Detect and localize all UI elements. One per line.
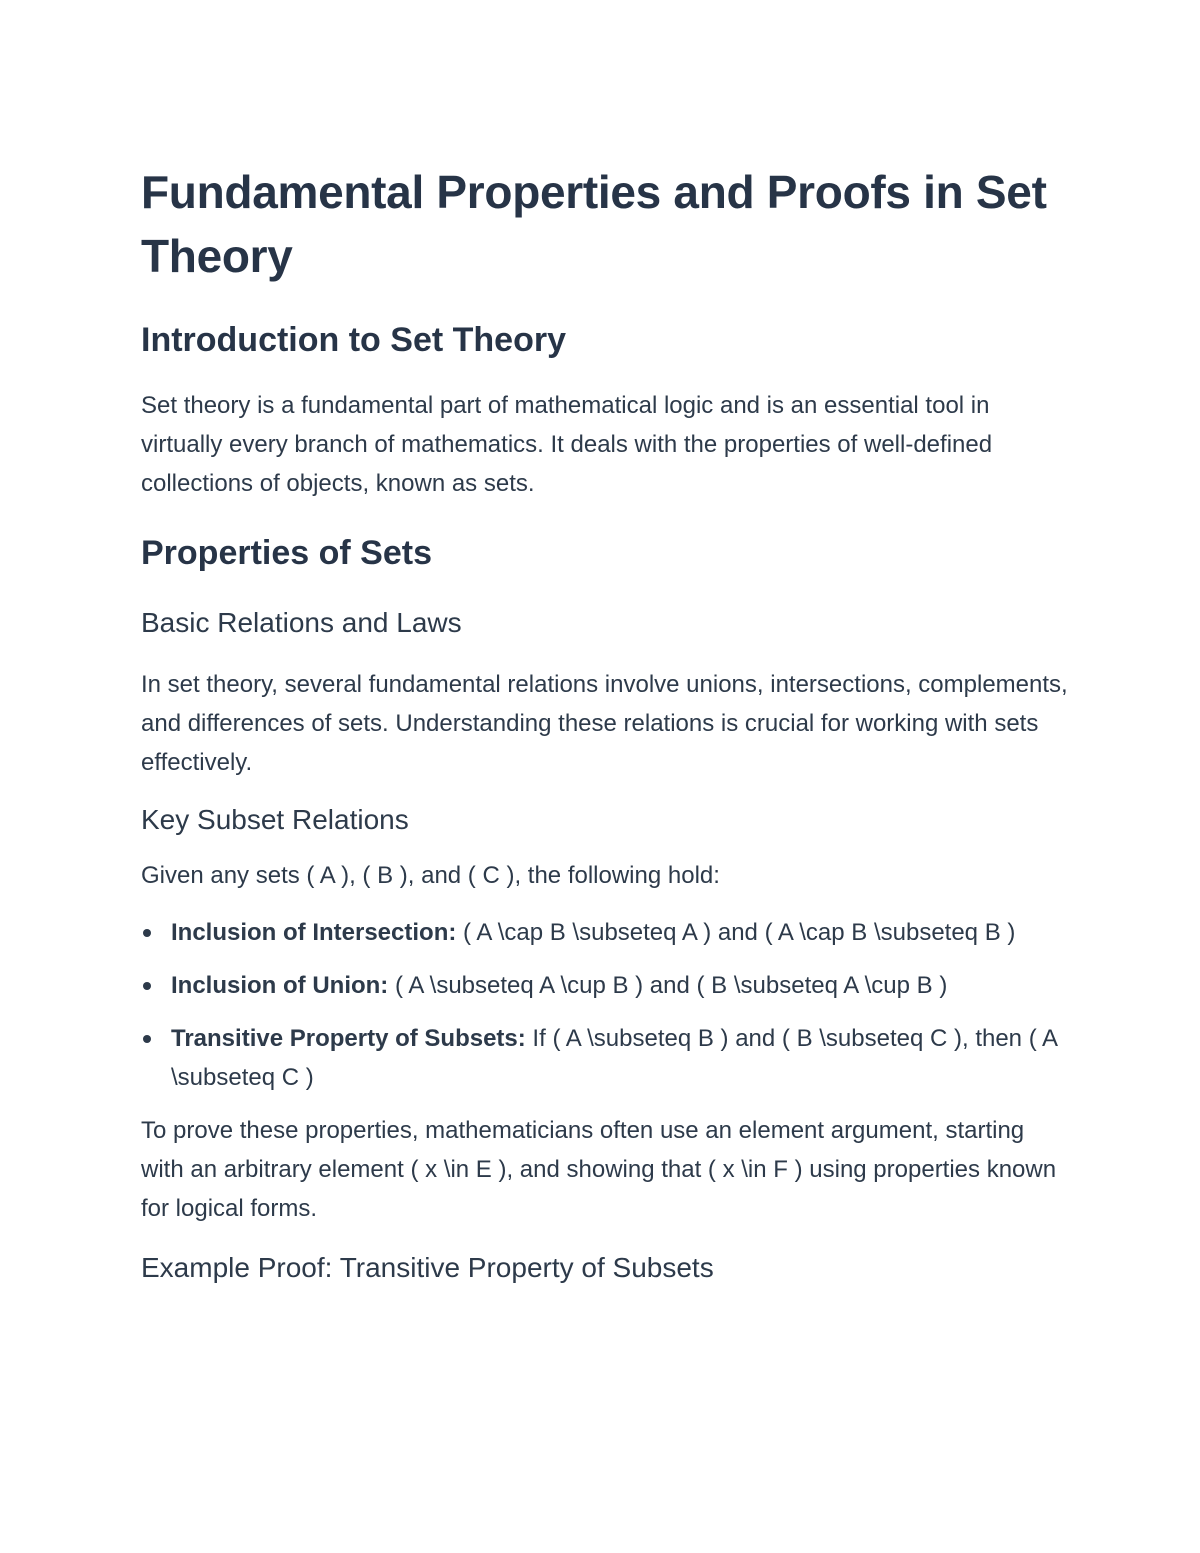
subsection-heading-basic-relations: Basic Relations and Laws xyxy=(141,607,462,638)
list-item xyxy=(141,1019,1071,1097)
basic-relations-paragraph: In set theory, several fundamental relations involve unions, intersections, complements, and differences of sets. Understanding these relations is crucial for working with sets effectively. xyxy=(141,671,1068,776)
bullet-icon xyxy=(143,982,151,990)
subsection-heading-example-proof: Example Proof: Transitive Property of Subsets xyxy=(141,1252,714,1283)
given-sets-paragraph: Given any sets ( A ), ( B ), and ( C ), the following hold: xyxy=(141,862,720,889)
section-heading-introduction: Introduction to Set Theory xyxy=(141,321,566,359)
proof-method-paragraph: To prove these properties, mathematicians often use an element argument, starting with an arbitrary element ( x \in E ), and showing that ( x \in F ) using properties known for logical forms. xyxy=(141,1117,1057,1222)
intro-paragraph: Set theory is a fundamental part of mathematical logic and is an essential tool in virtually every branch of mathematics. It deals with the properties of well-defined collections of objects, known as sets. xyxy=(141,392,993,497)
list-item-text: ( A \cap B \subseteq A ) and ( A \cap B \subseteq B ) xyxy=(456,919,1016,946)
section-heading-properties: Properties of Sets xyxy=(141,534,432,572)
subsection-heading-key-subset-relations: Key Subset Relations xyxy=(141,804,409,835)
bullet-icon xyxy=(143,929,151,937)
document-page xyxy=(141,160,1071,1286)
list-item-term: Inclusion of Union: xyxy=(171,972,389,999)
page-title: Fundamental Properties and Proofs in Set Theory xyxy=(141,166,1047,282)
list-item-term: Transitive Property of Subsets: xyxy=(171,1025,526,1052)
list-item-text: If ( A \subseteq B ) and ( B \subseteq C ), then ( A \subseteq C ) xyxy=(171,1025,1057,1091)
bullet-icon xyxy=(143,1035,151,1043)
list-item xyxy=(141,966,1071,1005)
list-item xyxy=(141,913,1071,952)
list-item-text: ( A \subseteq A \cup B ) and ( B \subseteq A \cup B ) xyxy=(388,972,948,999)
subset-relations-list xyxy=(141,913,1071,1097)
list-item-term: Inclusion of Intersection: xyxy=(171,919,457,946)
